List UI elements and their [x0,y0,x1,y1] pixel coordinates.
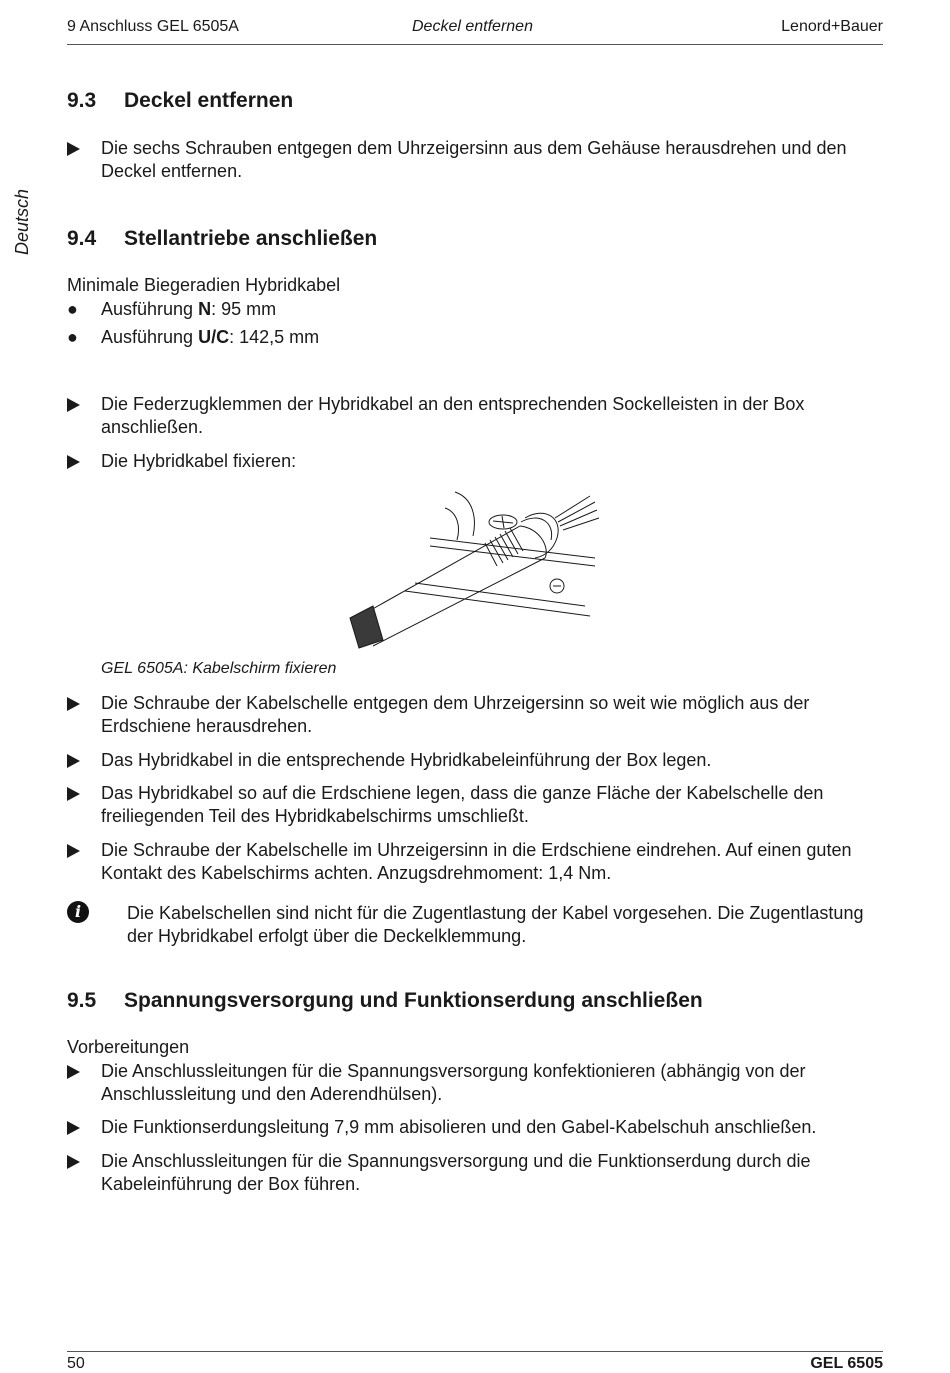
step-item [67,1116,883,1139]
heading-title: Spannungsversorgung und Funktionserdung anschließen [124,989,703,1012]
triangle-right-icon [67,1060,87,1085]
info-note [67,902,883,948]
bullet-suffix: : 95 mm [211,299,277,319]
bullet-bold: U/C [198,327,230,347]
step-item [67,393,883,439]
step-item [67,1150,883,1196]
bullet-dot-icon: ● [67,327,78,347]
header-section: Deckel entfernen [412,18,533,35]
step-item [67,692,883,738]
header-company: Lenord+Bauer [781,18,883,35]
step-text: Die Anschlussleitungen für die Spannungsversorgung konfektionieren (abhängig von der Anschlussleitung und den Aderendhülsen). [101,1061,806,1104]
step-text: Das Hybridkabel in die entsprechende Hybridkabeleinführung der Box legen. [101,750,712,770]
page-number: 50 [67,1355,85,1372]
info-text: Die Kabelschellen sind nicht für die Zugentlastung der Kabel vorgesehen. Die Zugentlastung der Hybridkabel erfolgt über die Deckelklemmung. [127,903,864,946]
triangle-right-icon [67,137,87,162]
footer-product: GEL 6505 [810,1355,883,1372]
step-text: Das Hybridkabel so auf die Erdschiene legen, dass die ganze Fläche der Kabelschelle den freiliegenden Teil des Hybridkabelschirms umschließt. [101,783,824,826]
step-text: Die Hybridkabel fixieren: [101,451,297,471]
step-item [67,749,883,772]
heading-title: Deckel entfernen [124,89,294,112]
figure-caption: GEL 6505A: Kabelschirm fixieren [101,660,337,677]
bullet-dot-icon: ● [67,299,78,319]
heading-9-5 [67,989,703,1013]
section-intro: Vorbereitungen [67,1037,190,1057]
triangle-right-icon [67,1150,87,1175]
header-chapter: 9 Anschluss GEL 6505A [67,18,239,35]
step-item [67,137,883,183]
step-text: Die Funktionserdungsleitung 7,9 mm abisolieren und den Gabel-Kabelschuh anschließen. [101,1117,817,1137]
step-item [67,450,883,473]
step-item [67,782,883,828]
step-text: Die sechs Schrauben entgegen dem Uhrzeigersinn aus dem Gehäuse herausdrehen und den Deckel entfernen. [101,138,847,181]
triangle-right-icon [67,749,87,774]
step-text: Die Anschlussleitungen für die Spannungsversorgung und die Funktionserdung durch die Kabeleinführung der Box führen. [101,1151,811,1194]
triangle-right-icon [67,839,87,864]
heading-number: 9.3 [67,89,97,112]
step-text: Die Schraube der Kabelschelle im Uhrzeigersinn in die Erdschiene eindrehen. Auf einen guten Kontakt des Kabelschirms achten. Anzugsdrehmoment: 1,4 Nm. [101,840,852,883]
triangle-right-icon [67,450,87,475]
bullet-item [67,298,883,321]
bullet-prefix: Ausführung [101,299,199,319]
step-item [67,839,883,885]
page-footer [67,1351,883,1371]
triangle-right-icon [67,692,87,717]
step-item [67,1060,883,1106]
page-header [67,16,883,45]
bullet-suffix: : 142,5 mm [229,327,320,347]
info-icon: i [67,900,87,923]
heading-9-4 [67,227,377,251]
step-text: Die Federzugklemmen der Hybridkabel an den entsprechenden Sockelleisten in der Box anschließen. [101,394,805,437]
step-text: Die Schraube der Kabelschelle entgegen dem Uhrzeigersinn so weit wie möglich aus der Erdschiene herausdrehen. [101,693,810,736]
section-intro: Minimale Biegeradien Hybridkabel [67,275,341,295]
bullet-bold: N [198,299,212,319]
heading-number: 9.5 [67,989,97,1012]
triangle-right-icon [67,1116,87,1141]
triangle-right-icon [67,782,87,807]
bullet-item [67,326,883,349]
bullet-prefix: Ausführung [101,327,199,347]
heading-9-3 [67,89,293,113]
cable-clamp-illustration [345,488,607,650]
heading-title: Stellantriebe anschließen [124,227,378,250]
heading-number: 9.4 [67,227,97,250]
language-side-label: Deutsch [12,188,32,255]
triangle-right-icon [67,393,87,418]
